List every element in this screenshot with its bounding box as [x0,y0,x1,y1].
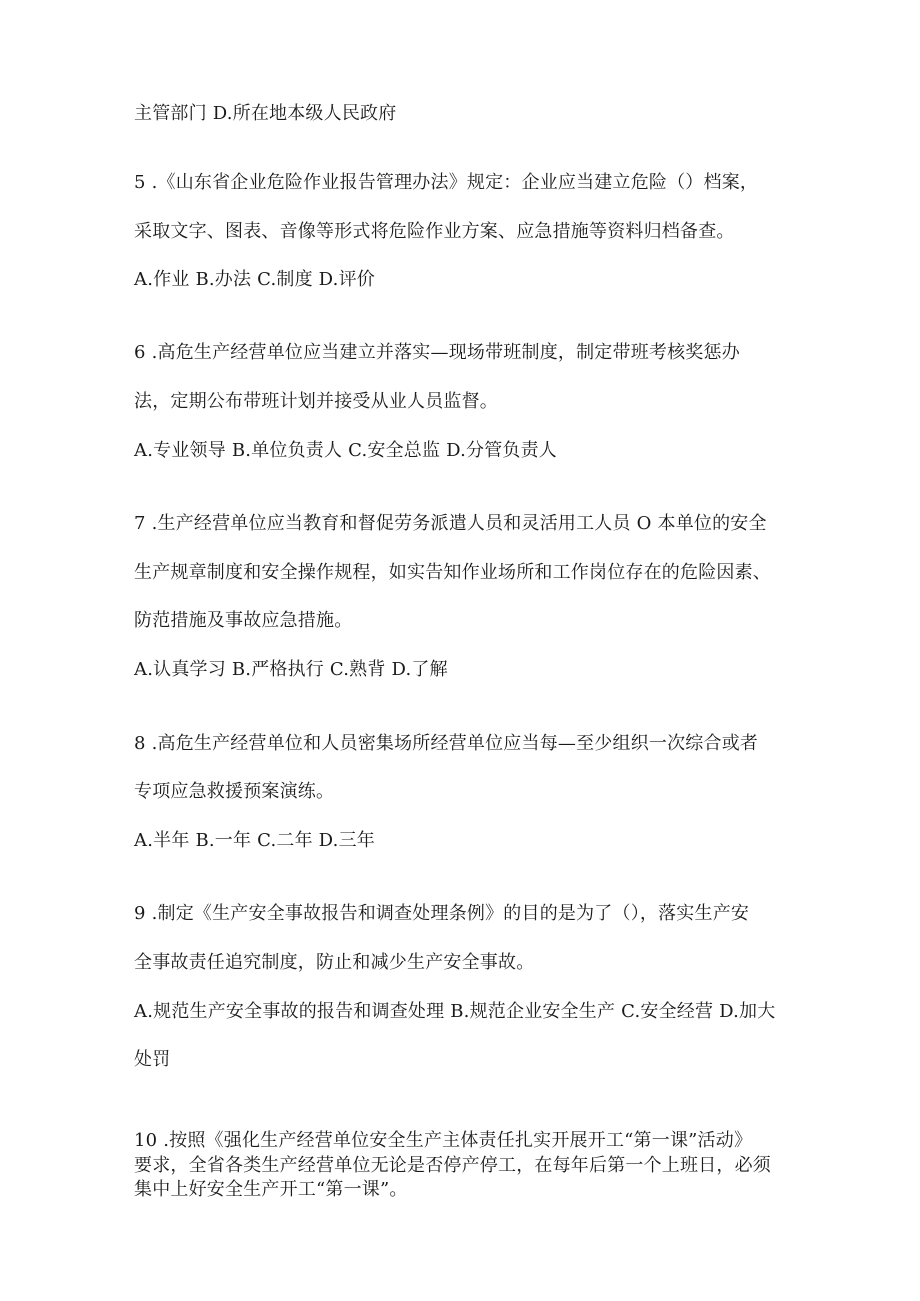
q10-text-line-2: 要求，全省各类生产经营单位无论是否停产停工，在每年后第一个上班日，必须 [134,1155,771,1176]
q7-text-line-2: 生产规章制度和安全操作规程，如实告知作业场所和工作岗位存在的危险因素、 [134,562,771,583]
q5-text-line-2: 采取文字、图表、音像等形式将危险作业方案、应急措施等资料归档备查。 [134,221,735,242]
q6-options: A.专业领导 B.单位负责人 C.安全总监 D.分管负责人 [134,440,557,461]
q5-text-line-1: 5 .《山东省企业危险作业报告管理办法》规定：企业应当建立危险（）档案， [134,172,759,193]
q10-text-line-3: 集中上好安全生产开工“第一课”。 [134,1179,408,1200]
q9-options-line-1: A.规范生产安全事故的报告和调查处理 B.规范企业安全生产 C.安全经营 D.加大 [134,1001,776,1022]
q10-text-line-1: 10 .按照《强化生产经营单位安全生产主体责任扎实开展开工“第一课”活动》 [134,1130,753,1151]
q9-text-line-2: 全事故责任追究制度，防止和减少生产安全事故。 [134,952,535,973]
q7-text-line-3: 防范措施及事故应急措施。 [134,610,353,631]
q6-text-line-1: 6 .高危生产经营单位应当建立并落实—现场带班制度，制定带班考核奖惩办 [134,342,740,363]
q7-options: A.认真学习 B.严格执行 C.熟背 D.了解 [134,659,448,680]
q7-text-line-1: 7 .生产经营单位应当教育和督促劳务派遣人员和灵活用工人员 O 本单位的安全 [134,513,767,534]
q8-text-line-2: 专项应急救援预案演练。 [134,781,335,802]
q4-options-continued: 主管部门 D.所在地本级人民政府 [134,103,397,124]
q6-text-line-2: 法，定期公布带班计划并接受从业人员监督。 [134,391,498,412]
q8-text-line-1: 8 .高危生产经营单位和人员密集场所经营单位应当每—至少组织一次综合或者 [134,733,759,754]
q8-options: A.半年 B.一年 C.二年 D.三年 [134,830,375,851]
q5-options: A.作业 B.办法 C.制度 D.评价 [134,269,375,290]
q9-text-line-1: 9 .制定《生产安全事故报告和调查处理条例》的目的是为了（），落实生产安 [134,903,750,924]
q9-options-line-2: 处罚 [134,1049,171,1070]
